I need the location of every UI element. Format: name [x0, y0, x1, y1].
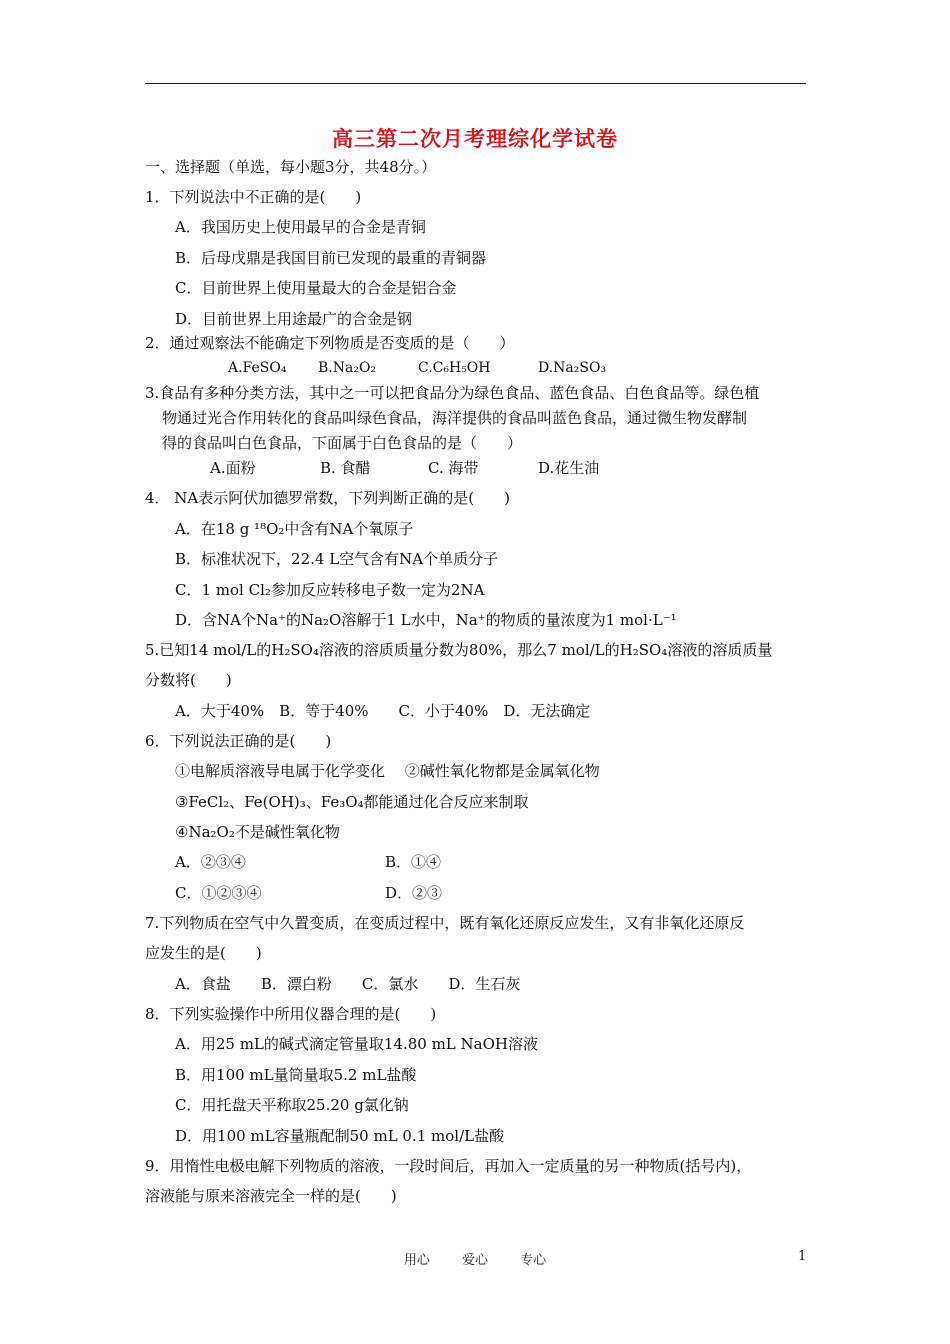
q6-stem: 6．下列说法正确的是( )	[145, 732, 332, 750]
q3-option-c: C. 海带	[428, 459, 479, 477]
section-heading: 一、选择题（单选，每小题3分，共48分。）	[145, 158, 437, 176]
q4-stem: 4． NA表示阿伏加德罗常数，下列判断正确的是( )	[145, 489, 510, 507]
q7-line-2: 应发生的是( )	[145, 944, 262, 962]
footer-word-1: 用心	[403, 1253, 430, 1268]
q6-option-d: D．②③	[385, 884, 443, 902]
q4-option-b: B．标准状况下，22.4 L空气含有NA个单质分子	[175, 550, 499, 568]
footer-word-2: 爱心	[461, 1253, 488, 1268]
q5-line-1: 5.已知14 mol/L的H₂SO₄溶液的溶质质量分数为80%，那么7 mol/L的H₂SO₄溶液的溶质质量	[145, 641, 773, 659]
q1-option-b: B．后母戊鼎是我国目前已发现的最重的青铜器	[175, 249, 487, 267]
q9-line-2: 溶液能与原来溶液完全一样的是( )	[145, 1187, 397, 1205]
q2-option-a: A.FeSO₄	[228, 360, 287, 376]
footer-word-3: 专心	[520, 1253, 547, 1268]
q4-option-c: C．1 mol Cl₂参加反应转移电子数一定为2NA	[175, 581, 485, 599]
q3-line-3: 得的食品叫白色食品，下面属于白色食品的是（ ）	[162, 434, 523, 452]
q1-option-d: D．目前世界上用途最广的合金是钢	[175, 310, 413, 328]
q8-option-a: A．用25 mL的碱式滴定管量取14.80 mL NaOH溶液	[175, 1035, 538, 1053]
q7-options: A．食盐 B．漂白粉 C．氯水 D．生石灰	[175, 975, 521, 993]
q1-option-c: C．目前世界上使用量最大的合金是铝合金	[175, 279, 457, 297]
q1-option-a: A．我国历史上使用最早的合金是青铜	[175, 218, 426, 236]
q5-line-2: 分数将( )	[145, 671, 232, 689]
q2-option-b: B.Na₂O₂	[318, 360, 377, 376]
q4-option-d: D．含NA个Na⁺的Na₂O溶解于1 L水中，Na⁺的物质的量浓度为1 mol·L⁻¹	[175, 611, 677, 629]
q6-option-b: B．①④	[385, 853, 442, 871]
q2-option-c: C.C₆H₅OH	[418, 360, 491, 376]
q8-stem: 8．下列实验操作中所用仪器合理的是( )	[145, 1005, 437, 1023]
q7-line-1: 7.下列物质在空气中久置变质，在变质过程中，既有氧化还原反应发生，又有非氧化还原反	[145, 914, 745, 932]
q1-stem: 1．下列说法中不正确的是( )	[145, 188, 362, 206]
header-rule	[145, 83, 806, 84]
q2-option-d: D.Na₂SO₃	[538, 360, 607, 376]
exam-title: 高三第二次月考理综化学试卷	[332, 126, 618, 151]
q2-stem: 2．通过观察法不能确定下列物质是否变质的是（ ）	[145, 334, 515, 352]
page-number: 1	[798, 1249, 807, 1264]
q9-line-1: 9．用惰性电极电解下列物质的溶液，一段时间后，再加入一定质量的另一种物质(括号内)，	[145, 1157, 752, 1175]
page-footer	[0, 1249, 950, 1268]
q3-option-a: A.面粉	[210, 459, 256, 477]
q3-line-1: 3.食品有多种分类方法，其中之一可以把食品分为绿色食品、蓝色食品、白色食品等。绿色植	[145, 384, 760, 402]
q5-options: A．大于40% B．等于40% C．小于40% D．无法确定	[175, 702, 591, 720]
q8-option-d: D．用100 mL容量瓶配制50 mL 0.1 mol/L盐酸	[175, 1127, 505, 1145]
q3-line-2: 物通过光合作用转化的食品叫绿色食品，海洋提供的食品叫蓝色食品，通过微生物发酵制	[162, 409, 748, 427]
q8-option-b: B．用100 mL量筒量取5.2 mL盐酸	[175, 1066, 417, 1084]
q6-statement-4: ④Na₂O₂不是碱性氧化物	[175, 823, 340, 841]
q6-option-c: C．①②③④	[175, 884, 262, 902]
q6-statement-3: ③FeCl₂、Fe(OH)₃、Fe₃O₄都能通过化合反应来制取	[175, 793, 529, 811]
q6-option-a: A．②③④	[175, 853, 246, 871]
q8-option-c: C．用托盘天平称取25.20 g氯化钠	[175, 1096, 409, 1114]
q6-statement-1-2: ①电解质溶液导电属于化学变化 ②碱性氧化物都是金属氧化物	[175, 762, 600, 780]
q4-option-a: A．在18 g ¹⁸O₂中含有NA个氧原子	[175, 520, 414, 538]
q3-option-d: D.花生油	[538, 459, 600, 477]
q3-option-b: B. 食醋	[320, 459, 371, 477]
